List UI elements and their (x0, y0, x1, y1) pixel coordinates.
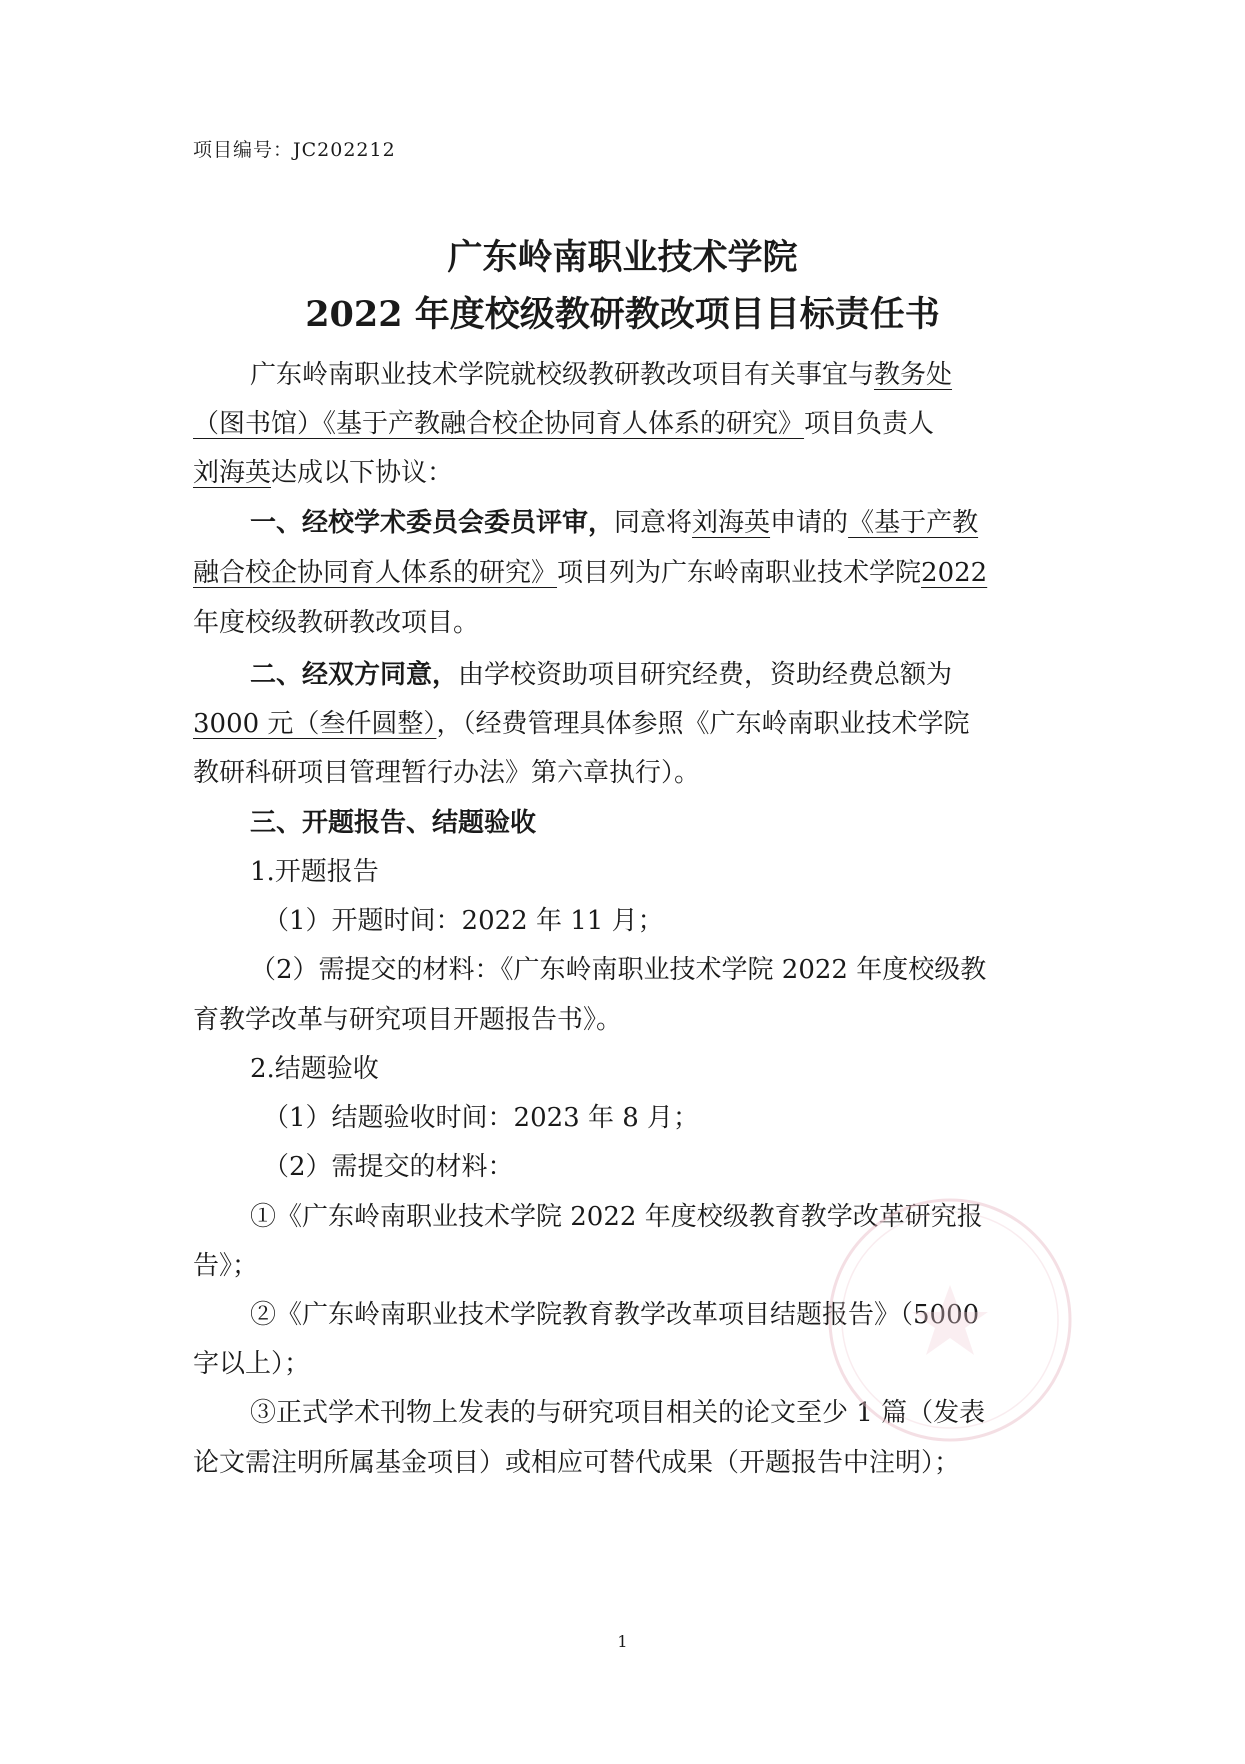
material-2-line-2: 字以上）； (193, 1349, 311, 1379)
section1-leader: 刘海英 (692, 508, 771, 538)
document-title-line2: 2022 年度校级教研教改项目目标责任书 (305, 294, 940, 335)
intro-line-3: 刘海英达成以下协议： (193, 458, 454, 488)
section2-line-2: 3000 元（叁仟圆整），（经费管理具体参照《广东岭南职业技术学院 (193, 709, 970, 739)
section1-line-3: 年度校级教研教改项目。 (193, 608, 480, 638)
faint-seal-stamp (820, 1190, 1080, 1450)
open-report-heading: 1.开题报告 (250, 857, 379, 887)
material-1-line-2: 告》； (193, 1251, 259, 1281)
closing-heading: 2.结题验收 (250, 1054, 379, 1084)
closing-materials: （2）需提交的材料： (263, 1152, 514, 1182)
section3-heading: 三、开题报告、结题验收 (250, 808, 537, 838)
closing-time: （1）结题验收时间：2023 年 8 月； (263, 1103, 700, 1133)
material-1-line-1: ①《广东岭南职业技术学院 2022 年度校级教育教学改革研究报 (250, 1202, 983, 1232)
project-name: 《基于产教融合校企协同育人体系的研究》 (323, 409, 805, 439)
material-2-line-1: ②《广东岭南职业技术学院教育教学改革项目结题报告》（5000 (250, 1300, 980, 1330)
document-title-line1: 广东岭南职业技术学院 (447, 237, 798, 278)
section1-line-1: 一、经校学术委员会委员评审，同意将刘海英申请的《基于产教 (250, 508, 979, 538)
project-leader: 刘海英 (193, 458, 272, 488)
intro-line-1: 广东岭南职业技术学院就校级教研教改项目有关事宜与教务处 (250, 360, 953, 390)
project-number: 项目编号：JC202212 (193, 139, 396, 161)
page-number: 1 (617, 1632, 628, 1651)
open-report-materials-1: （2）需提交的材料：《广东岭南职业技术学院 2022 年度校级教 (250, 955, 987, 985)
open-report-materials-2: 育教学改革与研究项目开题报告书》。 (193, 1005, 623, 1035)
department-sub: （图书馆） (193, 409, 324, 439)
open-report-time: （1）开题时间：2022 年 11 月； (263, 906, 664, 936)
intro-line-2: （图书馆）《基于产教融合校企协同育人体系的研究》项目负责人 (193, 409, 935, 439)
section2-line-3: 教研科研项目管理暂行办法》第六章执行）。 (193, 758, 701, 788)
funding-amount: 3000 元（叁仟圆整） (193, 709, 437, 739)
section1-line-2: 融合校企协同育人体系的研究》项目列为广东岭南职业技术学院2022 (193, 558, 988, 588)
section2-line-1: 二、经双方同意，由学校资助项目研究经费，资助经费总额为 (250, 660, 953, 690)
material-3-line-1: ③正式学术刊物上发表的与研究项目相关的论文至少 1 篇（发表 (250, 1398, 986, 1428)
material-3-line-2: 论文需注明所属基金项目）或相应可替代成果（开题报告中注明）； (193, 1448, 961, 1478)
department: 教务处 (874, 360, 953, 390)
